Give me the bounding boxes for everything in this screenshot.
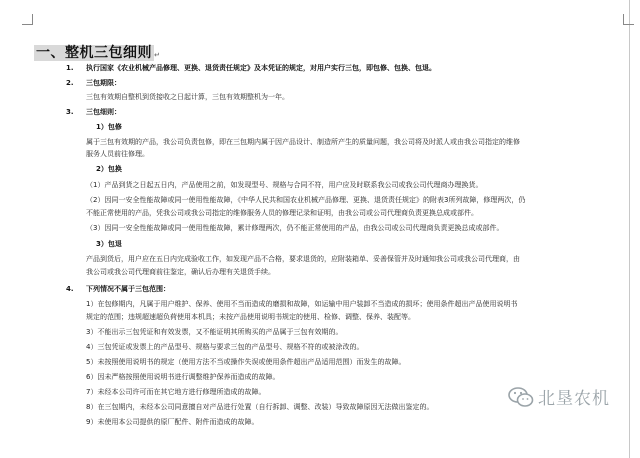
paragraph-line: （3）因同一安全性能故障或同一使用性能故障，累计修理两次，仍不能正常使用的产品，由我公司或公司代理商负责更换总成或部件。 [86,224,504,232]
wechat-icon [508,386,534,408]
paragraph-line: 产品到货后，用户应在五日内完成验收工作，如发现产品不合格，要求退货的，应附装箱单、妥善保管并及时通知我公司或我公司代理商，由 [86,255,520,263]
paragraph-line: 9）未使用本公司提供的原厂配件、附件而造成的故障。 [86,418,259,426]
paragraph-line: 下列情况不属于三包范围： [86,285,170,293]
paragraph-line: （1）产品到货之日起五日内，产品使用之前，如发现型号、规格与合同不符，用户应及时联系我公司或我公司代理商办理换货。 [86,181,483,189]
item-number: 3. [66,108,74,116]
subheading: 2）包换 [96,165,122,173]
paragraph-line: 三包细则： [86,108,121,116]
paragraph-line: 1）在包修期内，凡属于用户维护、保养、使用不当而造成的磨损和故障，如运输中用户装卸不当造成的损坏；使用条件超出产品使用说明书 [86,300,518,308]
item-number: 4. [66,285,74,293]
watermark [508,384,610,409]
paragraph-line: 4）三包凭证或发票上的产品型号、规格与要求三包的产品型号、规格不符的或被涂改的。 [86,343,364,351]
paragraph-line: 5）未按照使用说明书的规定（使用方法不当或操作失误或使用条件超出产品适用范围）而发生的故障。 [86,358,406,366]
crop-mark-top-left [22,14,33,25]
paragraph-line: 规定的范围；违规超速超负荷使用本机具；未按产品使用说明书规定的使用、检修、调整、保养、装配等。 [86,313,415,321]
crop-mark-top-right [623,14,634,25]
section-title: 一、整机三包细则 ↵ [36,45,161,61]
paragraph-line: 3）不能出示三包凭证和有效发票，又不能证明其所购买的产品属于三包有效期的。 [86,328,343,336]
paragraph-line: 6）因未严格按照使用说明书进行调整维护保养而造成的故障。 [86,373,280,381]
margin-line [629,0,630,458]
paragraph-line: 8）在三包期内，未经本公司同意擅自对产品进行处置（自行拆卸、调整、改装）导致故障原因无法做出鉴定的。 [86,403,434,411]
item-number: 1. [66,64,74,72]
paragraph-line: 我公司或我公司代理商前往鉴定，确认后办理有关退货手续。 [86,268,275,276]
section-title-text: 一、整机三包细则 [36,45,152,61]
paragraph-line: 服务人员前往修理。 [86,150,149,158]
paragraph-line: 三包期限： [86,79,121,87]
paragraph-line: 属于三包有效期的产品，我公司负责包修，即在三包期内属于因产品设计、制造所产生的质量问题，我公司将及时派人或由我公司指定的维修 [86,138,520,146]
item-number: 2. [66,79,74,87]
paragraph-line: 执行国家《农业机械产品修理、更换、退货责任规定》及本凭证的规定，对用户实行三包，即包修、包换、包退。 [86,64,436,72]
watermark-text: 北垦农机 [538,389,610,409]
paragraph-line: （2）因同一安全性能故障或同一使用性能故障，《中华人民共和国农业机械产品修理、更换、退货责任规定》的附表3所列故障，修理两次，仍 [86,196,526,204]
paragraph-line: 三包有效期自整机到货接收之日起计算，三包有效期整机为一年。 [86,93,289,101]
paragraph-line: 7）未经本公司许可而在其它地方进行修理所造成的故障。 [86,388,266,396]
subheading: 1）包修 [96,123,122,131]
subheading: 3）包退 [96,240,122,248]
paragraph-line: 不能正常使用的产品，凭我公司或我公司指定的维修服务人员的修理记录和证明，由我公司或公司代理商负责更换总成或部件。 [86,209,478,217]
